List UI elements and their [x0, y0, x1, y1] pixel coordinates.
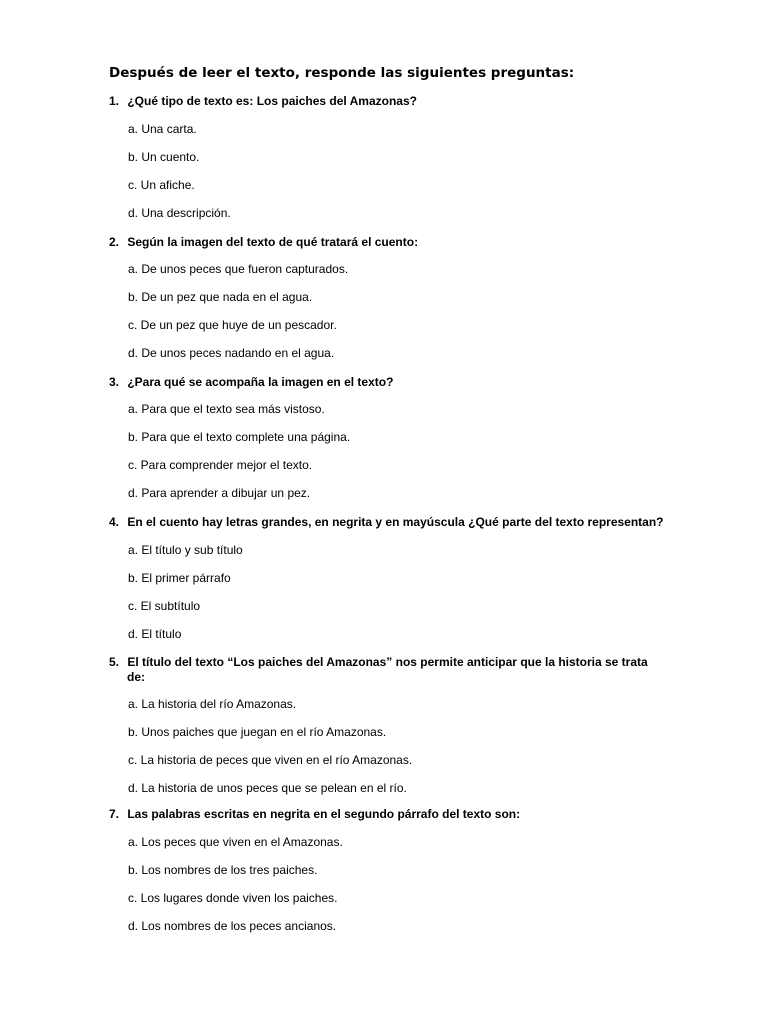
question-text: Según la imagen del texto de qué tratará el cuento:	[127, 235, 419, 249]
answer-option: c. Un afiche.	[128, 178, 195, 192]
answer-option: a. Los peces que viven en el Amazonas.	[128, 835, 343, 849]
question-text: ¿Para qué se acompaña la imagen en el texto?	[127, 375, 394, 389]
answer-option: b. Para que el texto complete una página.	[128, 430, 351, 444]
question-number: 5.	[109, 655, 120, 669]
answer-option: a. La historia del río Amazonas.	[128, 697, 297, 711]
answer-option: c. Para comprender mejor el texto.	[128, 458, 313, 472]
answer-option: a. Una carta.	[128, 122, 197, 136]
question-number: 7.	[109, 807, 120, 821]
page-title: Después de leer el texto, responde las siguientes preguntas:	[109, 65, 575, 81]
answer-option: d. El título	[128, 627, 182, 641]
answer-option: c. El subtítulo	[128, 599, 201, 613]
answer-option: b. Unos paiches que juegan en el río Amazonas.	[128, 725, 387, 739]
question-1	[109, 94, 417, 109]
answer-option: c. La historia de peces que viven en el río Amazonas.	[128, 753, 413, 767]
question-text-continuation: de:	[127, 670, 145, 684]
question-text: ¿Qué tipo de texto es: Los paiches del Amazonas?	[127, 94, 417, 108]
question-number: 2.	[109, 235, 120, 249]
answer-option: b. Los nombres de los tres paiches.	[128, 863, 318, 877]
answer-option: b. Un cuento.	[128, 150, 200, 164]
answer-option: d. Para aprender a dibujar un pez.	[128, 486, 311, 500]
answer-option: a. El título y sub título	[128, 543, 243, 557]
answer-option: d. De unos peces nadando en el agua.	[128, 346, 335, 360]
question-text: El título del texto “Los paiches del Amazonas” nos permite anticipar que la historia se trata	[127, 655, 648, 669]
question-number: 3.	[109, 375, 120, 389]
question-number: 1.	[109, 94, 120, 108]
question-3	[109, 375, 393, 390]
answer-option: d. Una descripción.	[128, 206, 231, 220]
answer-option: a. De unos peces que fueron capturados.	[128, 262, 349, 276]
question-5	[109, 655, 648, 670]
answer-option: d. La historia de unos peces que se pelean en el río.	[128, 781, 407, 795]
question-4	[109, 515, 664, 530]
question-7	[109, 807, 520, 822]
question-number: 4.	[109, 515, 120, 529]
question-text: En el cuento hay letras grandes, en negrita y en mayúscula ¿Qué parte del texto representan?	[127, 515, 664, 529]
answer-option: d. Los nombres de los peces ancianos.	[128, 919, 337, 933]
answer-option: c. Los lugares donde viven los paiches.	[128, 891, 338, 905]
question-text: Las palabras escritas en negrita en el segundo párrafo del texto son:	[127, 807, 521, 821]
question-2	[109, 235, 418, 250]
answer-option: a. Para que el texto sea más vistoso.	[128, 402, 325, 416]
answer-option: c. De un pez que huye de un pescador.	[128, 318, 337, 332]
answer-option: b. De un pez que nada en el agua.	[128, 290, 313, 304]
answer-option: b. El primer párrafo	[128, 571, 231, 585]
